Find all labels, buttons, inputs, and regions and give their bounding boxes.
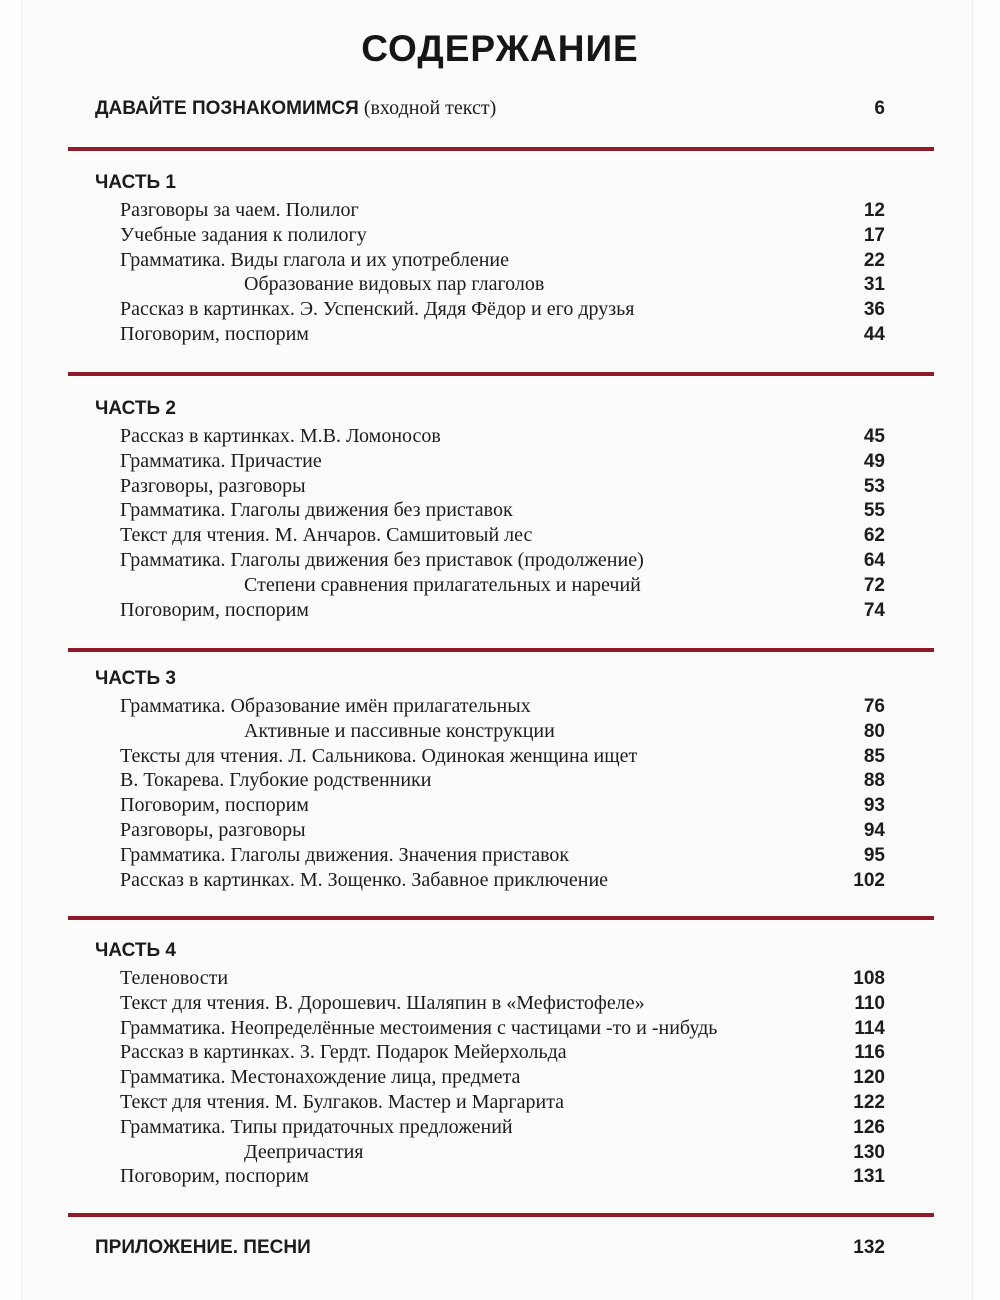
- toc-entry-page-number: 55: [863, 500, 885, 522]
- toc-entry[interactable]: [120, 1041, 885, 1065]
- toc-entry-title: Грамматика. Образование имён прилагательных: [120, 695, 531, 717]
- toc-entry-page-number: 110: [854, 992, 885, 1014]
- toc-entry[interactable]: [120, 524, 885, 548]
- toc-entry-page-number: 44: [863, 324, 885, 345]
- intro-entry[interactable]: [95, 97, 885, 123]
- toc-entry-page-number: 31: [863, 274, 885, 296]
- toc-entry-title: Грамматика. Неопределённые местоимения с частицами -то и -нибудь: [120, 1016, 718, 1039]
- toc-entry[interactable]: [120, 249, 885, 273]
- toc-entry-page-number: 126: [853, 1116, 885, 1138]
- divider-line: [68, 648, 934, 652]
- toc-entry-title: Тексты для чтения. Л. Сальникова. Одинокая женщина ищет: [120, 744, 638, 767]
- toc-entry-page-number: 45: [863, 426, 885, 447]
- toc-entry-page-number: 62: [863, 525, 885, 547]
- toc-entry-page-number: 114: [854, 1017, 885, 1039]
- toc-entry-title: Текст для чтения. М. Булгаков. Мастер и Маргарита: [120, 1091, 565, 1113]
- toc-entry-title: Учебные задания к полилогу: [120, 223, 367, 246]
- toc-entry-title: Грамматика. Глаголы движения. Значения приставок: [120, 843, 570, 866]
- toc-entry-title: Грамматика. Глаголы движения без приставок: [120, 499, 513, 522]
- toc-entry[interactable]: [120, 1141, 885, 1165]
- toc-entry-page-number: 95: [863, 844, 885, 866]
- toc-entry-title: Разговоры за чаем. Полилог: [120, 199, 359, 221]
- toc-entry-page-number: 49: [863, 450, 885, 472]
- toc-entry-page-number: 22: [863, 249, 885, 271]
- part-title: ЧАСТЬ 4: [95, 940, 176, 961]
- appendix-page-number: 132: [853, 1237, 885, 1258]
- toc-entry-title: Грамматика. Местонахождение лица, предмета: [120, 1066, 521, 1089]
- toc-entry[interactable]: [120, 323, 885, 347]
- toc-entry-page-number: 36: [863, 299, 885, 321]
- toc-entry-title: Рассказ в картинках. М. Зощенко. Забавное приключение: [120, 868, 609, 891]
- toc-entry[interactable]: [120, 992, 885, 1016]
- toc-entry[interactable]: [120, 745, 885, 769]
- toc-entry-page-number: 74: [863, 599, 885, 621]
- toc-entry[interactable]: [120, 1165, 885, 1189]
- toc-entry[interactable]: [120, 199, 885, 223]
- toc-entry[interactable]: [120, 967, 885, 991]
- divider-line: [68, 147, 934, 151]
- toc-entry-page-number: 17: [863, 224, 885, 246]
- toc-entry-page-number: 88: [863, 770, 885, 792]
- intro-page-number: 6: [874, 98, 885, 119]
- toc-entry[interactable]: [120, 1116, 885, 1140]
- toc-entry[interactable]: [120, 819, 885, 843]
- toc-entry-title: Рассказ в картинках. З. Гердт. Подарок Мейерхольда: [120, 1041, 567, 1064]
- toc-entry-title: Грамматика. Виды глагола и их употребление: [120, 248, 509, 271]
- toc-entry-title: Грамматика. Типы придаточных предложений: [120, 1115, 513, 1138]
- toc-entry-title: Степени сравнения прилагательных и наречий: [244, 573, 641, 596]
- toc-entry-title: Рассказ в картинках. Э. Успенский. Дядя Фёдор и его друзья: [120, 298, 635, 321]
- toc-entry-title: Поговорим, поспорим: [120, 1165, 309, 1188]
- toc-entry[interactable]: [120, 450, 885, 474]
- intro-label-bold: ДАВАЙТЕ ПОЗНАКОМИМСЯ: [95, 98, 359, 119]
- toc-entry[interactable]: [120, 499, 885, 523]
- toc-entry[interactable]: [120, 599, 885, 623]
- toc-entry-page-number: 64: [863, 550, 885, 571]
- toc-entry-title: Разговоры, разговоры: [120, 474, 306, 497]
- divider-line: [68, 916, 934, 920]
- toc-entry[interactable]: [120, 695, 885, 719]
- toc-entry-title: Деепричастия: [244, 1140, 364, 1163]
- toc-entry-page-number: 130: [853, 1141, 885, 1163]
- part-title: ЧАСТЬ 1: [95, 172, 176, 193]
- part-title: ЧАСТЬ 2: [95, 398, 176, 419]
- toc-entry[interactable]: [120, 298, 885, 322]
- toc-entry[interactable]: [120, 794, 885, 818]
- divider-line: [68, 1213, 934, 1217]
- toc-entry-page-number: 108: [853, 968, 885, 989]
- toc-entry-title: Текст для чтения. В. Дорошевич. Шаляпин в «Мефистофеле»: [120, 991, 645, 1014]
- toc-entry-page-number: 131: [853, 1166, 885, 1188]
- toc-entry[interactable]: [120, 869, 885, 893]
- toc-entry-page-number: 122: [853, 1092, 885, 1113]
- toc-entry-page-number: 120: [853, 1067, 885, 1089]
- appendix-label: ПРИЛОЖЕНИЕ. ПЕСНИ: [95, 1237, 311, 1258]
- toc-entry-title: Поговорим, поспорим: [120, 794, 309, 817]
- toc-entry[interactable]: [120, 1091, 885, 1115]
- toc-entry-page-number: 72: [863, 574, 885, 596]
- toc-entry[interactable]: [120, 1017, 885, 1041]
- toc-entry-title: Поговорим, поспорим: [120, 598, 309, 621]
- toc-entry-title: Активные и пассивные конструкции: [244, 719, 555, 742]
- toc-entry[interactable]: [120, 769, 885, 793]
- toc-entry-title: В. Токарева. Глубокие родственники: [120, 769, 432, 792]
- intro-label: [95, 97, 496, 120]
- toc-entry-title: Образование видовых пар глаголов: [244, 273, 545, 296]
- toc-entry-page-number: 53: [863, 475, 885, 497]
- toc-entry-title: Грамматика. Глаголы движения без приставок (продолжение): [120, 549, 644, 571]
- toc-entry[interactable]: [120, 475, 885, 499]
- toc-entry-title: Текст для чтения. М. Анчаров. Самшитовый лес: [120, 524, 533, 547]
- toc-entry-page-number: 116: [854, 1042, 885, 1064]
- toc-entry-page-number: 80: [863, 720, 885, 742]
- toc-entry[interactable]: [120, 720, 885, 744]
- toc-entry[interactable]: [120, 273, 885, 297]
- toc-entry-page-number: 102: [853, 869, 885, 891]
- toc-entry-page-number: 85: [863, 745, 885, 767]
- toc-entry-title: Теленовости: [120, 967, 229, 989]
- toc-entry-title: Рассказ в картинках. М.В. Ломоносов: [120, 425, 441, 447]
- toc-entry[interactable]: [120, 574, 885, 598]
- toc-entry-page-number: 76: [863, 696, 885, 717]
- toc-entry[interactable]: [120, 549, 885, 573]
- page-title: СОДЕРЖАНИЕ: [361, 28, 639, 69]
- part-title: ЧАСТЬ 3: [95, 668, 176, 689]
- divider-line: [68, 372, 934, 376]
- appendix-entry[interactable]: [95, 1237, 885, 1259]
- toc-entry-page-number: 93: [863, 795, 885, 817]
- toc-entry-title: Грамматика. Причастие: [120, 449, 322, 472]
- toc-entry[interactable]: [120, 844, 885, 868]
- intro-label-rest: (входной текст): [363, 97, 497, 119]
- toc-entry[interactable]: [120, 224, 885, 248]
- toc-entry-title: Разговоры, разговоры: [120, 819, 306, 841]
- toc-entry-page-number: 12: [863, 200, 885, 221]
- toc-entry-page-number: 94: [863, 820, 885, 841]
- toc-entry[interactable]: [120, 1066, 885, 1090]
- toc-entry[interactable]: [120, 425, 885, 449]
- toc-entry-title: Поговорим, поспорим: [120, 323, 309, 345]
